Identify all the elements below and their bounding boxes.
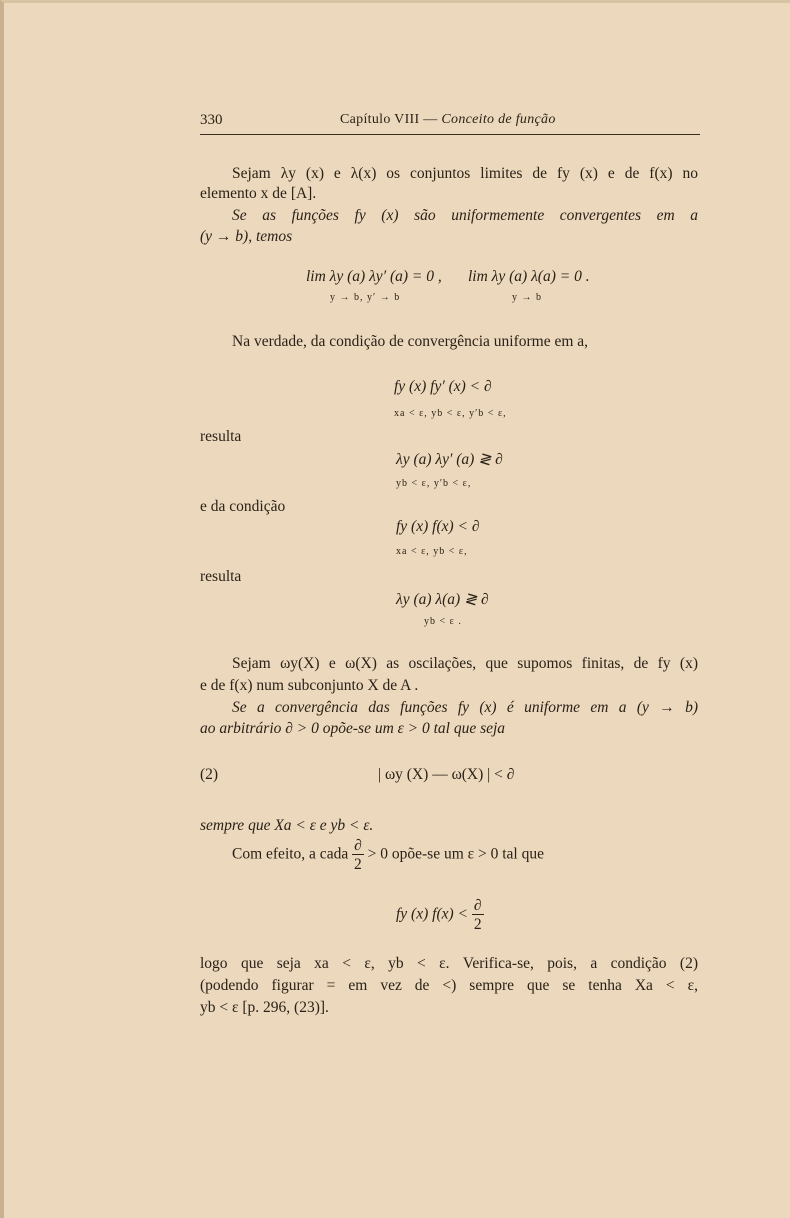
- chapter-subtitle: Conceito de função: [441, 112, 556, 127]
- formula4: λy (a) λ(a) ≷ ∂: [396, 591, 489, 608]
- equation2: | ωy (X) — ω(X) | < ∂: [378, 766, 515, 783]
- equation1-left-condition: y → b, y′ → b: [330, 292, 401, 303]
- e-da-condicao: e da condição: [200, 498, 286, 515]
- chapter-label: Capítulo VIII —: [340, 112, 442, 127]
- fraction-numerator: ∂: [354, 837, 362, 854]
- formula2-condition: yb < ε, y′b < ε,: [396, 478, 472, 489]
- para3-line1: Sejam ωy(X) e ω(X) as oscilações, que supomos finitas, de fy (x): [232, 655, 698, 672]
- theorem1-line1: Se as funções fy (x) são uniformemente convergentes em a: [232, 207, 698, 224]
- para5-line2: (podendo figurar = em vez de <) sempre que se tenha Xa < ε,: [200, 977, 698, 994]
- formula1-condition: xa < ε, yb < ε, y′b < ε,: [394, 408, 507, 419]
- para4: [232, 838, 544, 872]
- para1-line2: elemento x de [A].: [200, 185, 317, 202]
- theorem2-line2: ao arbitrário ∂ > 0 opõe-se um ε > 0 tal que seja: [200, 720, 506, 737]
- fraction-denominator: 2: [354, 855, 362, 873]
- formula3: fy (x) f(x) < ∂: [396, 518, 480, 535]
- sempre-que-line: sempre que Xa < ε e yb < ε.: [200, 817, 374, 834]
- equation2-label: (2): [200, 766, 219, 783]
- equation3-expr: fy (x) f(x) <: [396, 905, 468, 923]
- equation1-left: lim λy (a) λy′ (a) = 0 ,: [306, 268, 442, 285]
- equation3-numerator: ∂: [473, 897, 482, 914]
- para5-line1: logo que seja xa < ε, yb < ε. Verifica-se, pois, a condição (2): [200, 955, 698, 972]
- formula4-condition: yb < ε .: [424, 616, 462, 627]
- equation3: [396, 898, 484, 932]
- resulta-1: resulta: [200, 428, 242, 445]
- chapter-title: [340, 112, 556, 128]
- theorem1-line2: (y → b), temos: [200, 228, 293, 245]
- para3-line2: e de f(x) num subconjunto X de A .: [200, 677, 419, 694]
- theorem2-line1: Se a convergência das funções fy (x) é uniforme em a (y → b): [232, 699, 698, 716]
- para2: Na verdade, da condição de convergência uniforme em a,: [232, 333, 589, 350]
- fraction-delta-over-2: [352, 838, 364, 872]
- para1-line1: Sejam λy (x) e λ(x) os conjuntos limites de fy (x) e de f(x) no: [232, 165, 698, 182]
- header-rule: [200, 134, 700, 135]
- equation3-fraction: [472, 898, 484, 932]
- para5-line3: yb < ε [p. 296, (23)].: [200, 999, 329, 1016]
- page-number: 330: [200, 112, 223, 128]
- equation3-denominator: 2: [473, 915, 482, 933]
- equation1-right: lim λy (a) λ(a) = 0 .: [468, 268, 590, 285]
- equation1-right-condition: y → b: [512, 292, 542, 303]
- para4-text: Com efeito, a cada: [232, 845, 349, 863]
- resulta-2: resulta: [200, 568, 242, 585]
- formula2: λy (a) λy′ (a) ≷ ∂: [396, 451, 503, 468]
- formula3-condition: xa < ε, yb < ε,: [396, 546, 468, 557]
- para4-rest: > 0 opõe-se um ε > 0 tal que: [367, 845, 544, 863]
- formula1: fy (x) fy′ (x) < ∂: [394, 378, 492, 395]
